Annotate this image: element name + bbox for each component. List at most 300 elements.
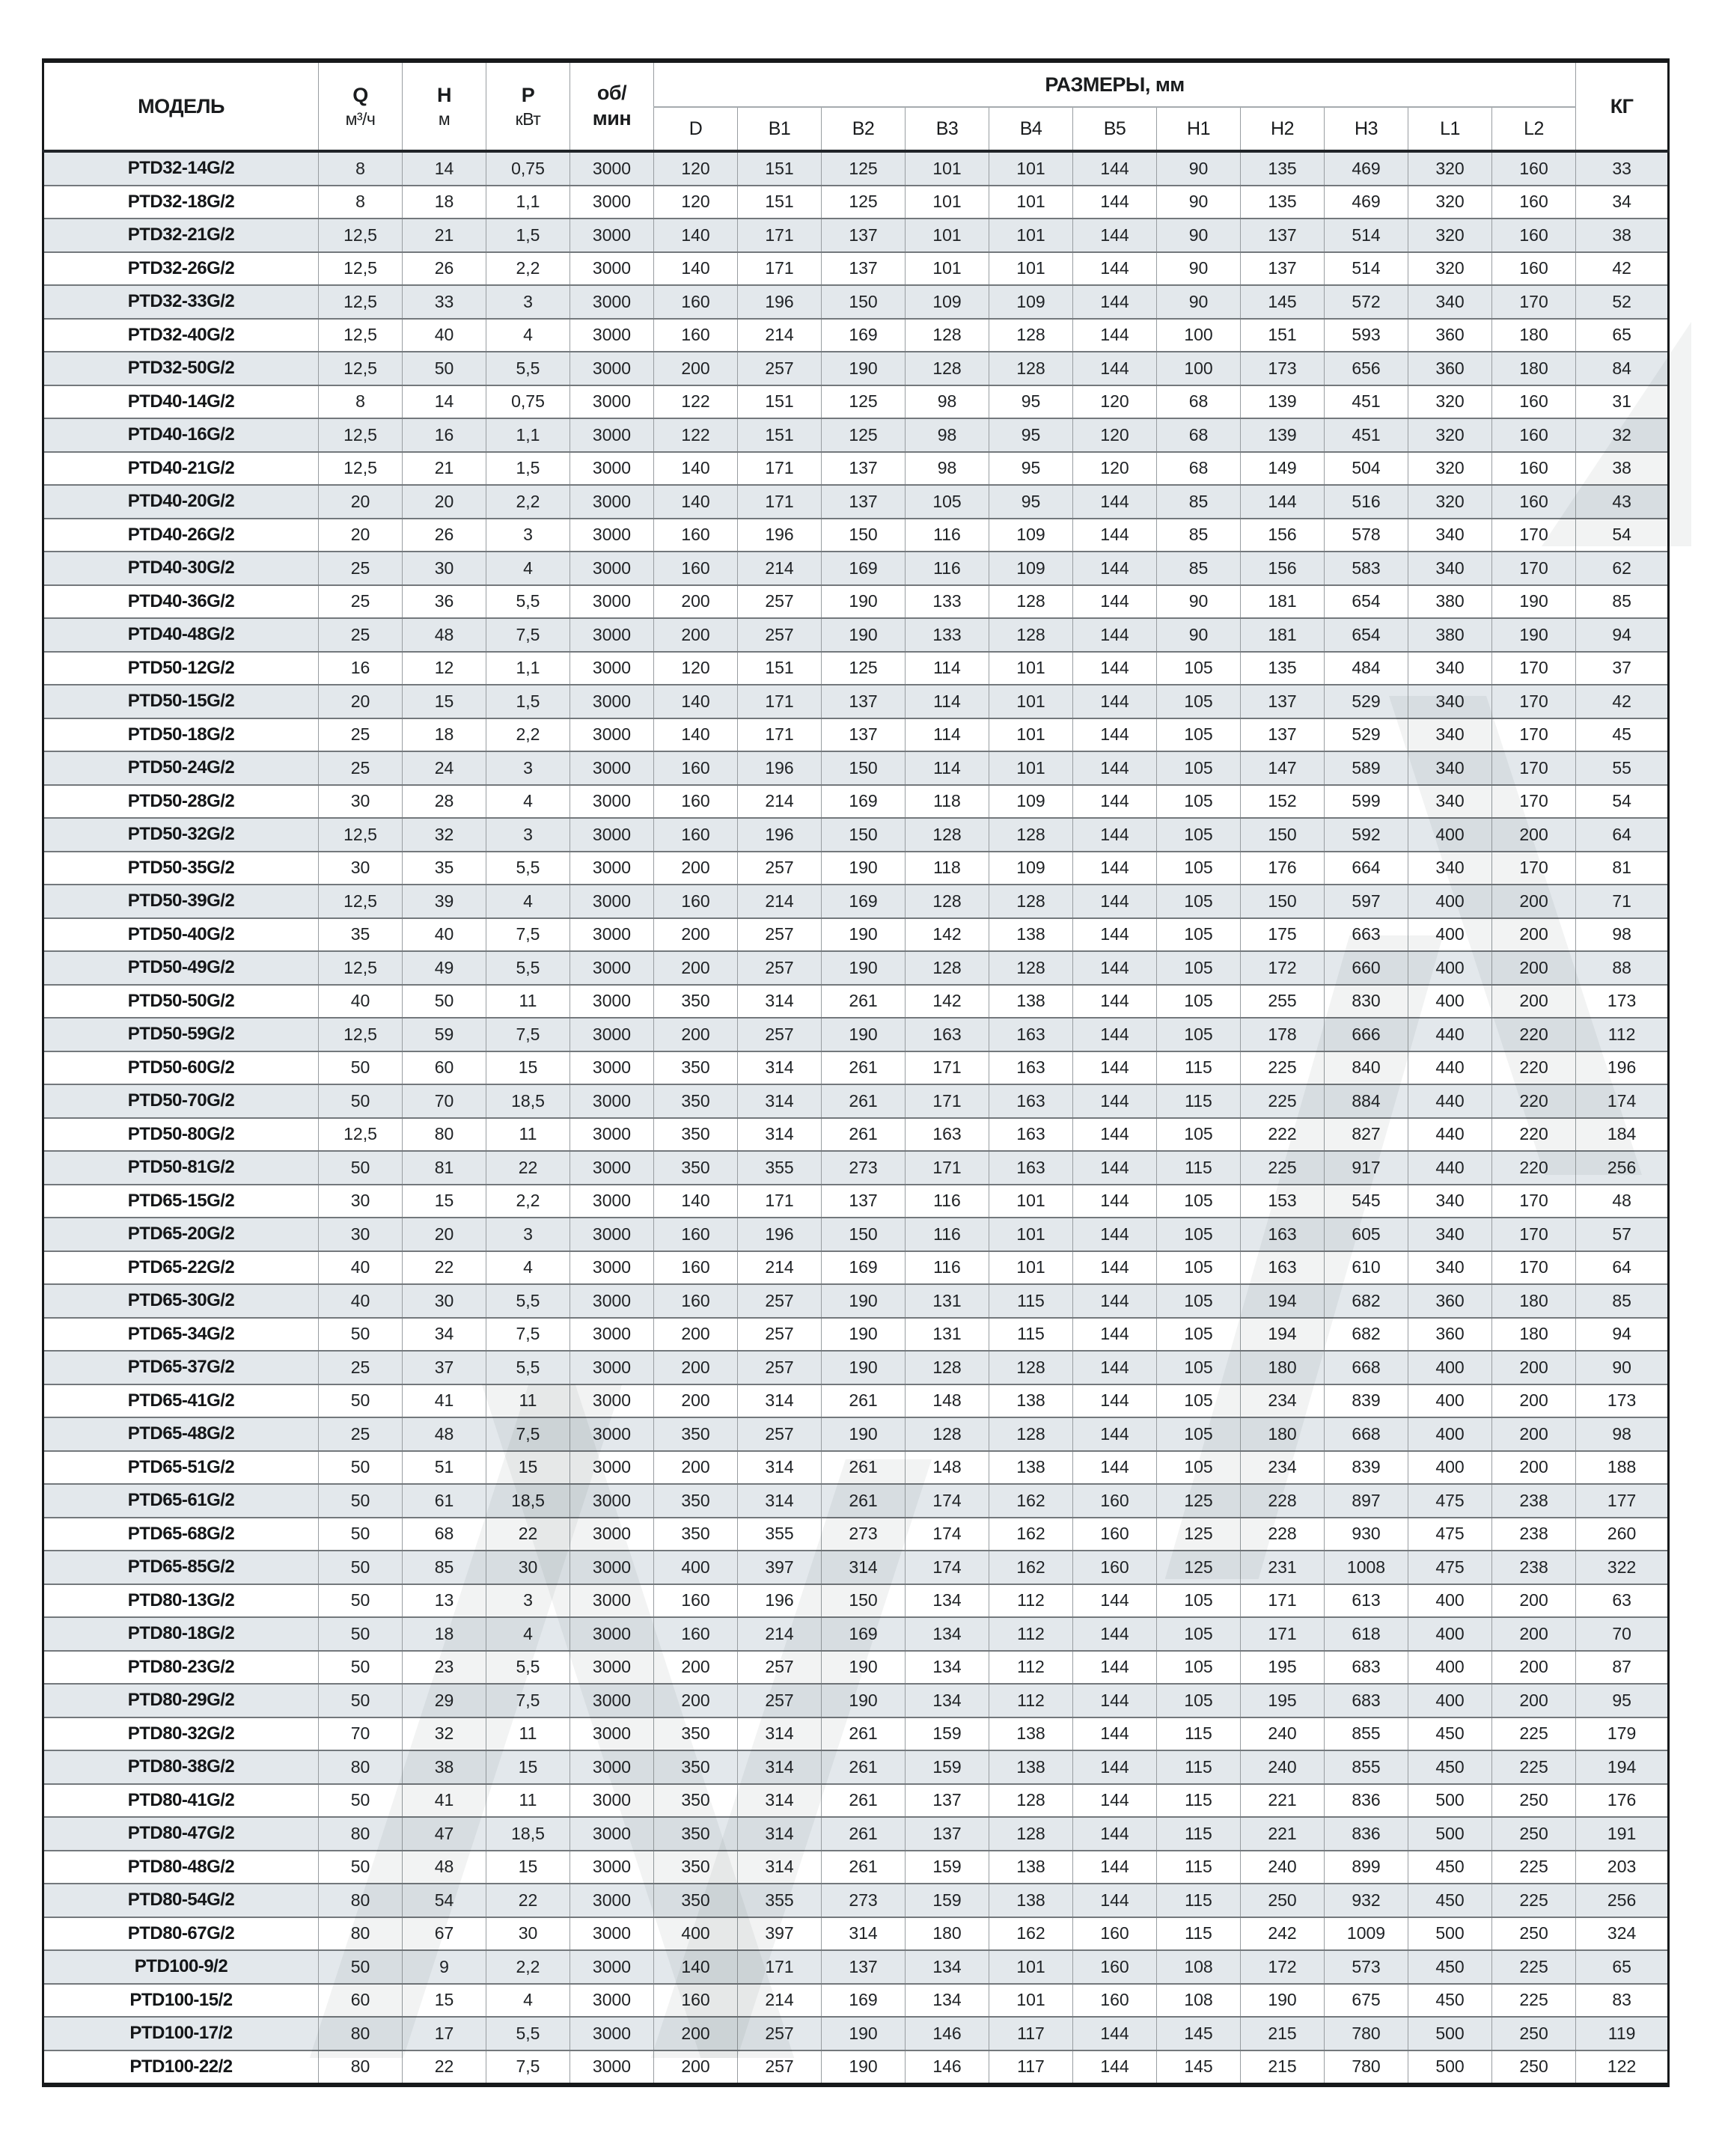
value-cell: 48 bbox=[1576, 1185, 1669, 1218]
value-cell: 400 bbox=[1408, 1684, 1492, 1717]
value-cell: 50 bbox=[319, 1617, 403, 1651]
value-cell: 1,5 bbox=[486, 452, 570, 486]
value-cell: 830 bbox=[1325, 985, 1408, 1019]
value-cell: 101 bbox=[906, 186, 989, 219]
model-cell: PTD50-49G/2 bbox=[43, 951, 319, 985]
value-cell: 41 bbox=[403, 1784, 486, 1818]
value-cell: 171 bbox=[738, 219, 822, 252]
value-cell: 190 bbox=[822, 852, 906, 885]
value-cell: 3000 bbox=[570, 1884, 654, 1917]
value-cell: 138 bbox=[989, 1717, 1073, 1751]
value-cell: 4 bbox=[486, 319, 570, 352]
table-row bbox=[43, 1784, 1669, 1818]
value-cell: 3000 bbox=[570, 2017, 654, 2050]
value-cell: 80 bbox=[319, 2017, 403, 2050]
value-cell: 138 bbox=[989, 1451, 1073, 1485]
value-cell: 116 bbox=[906, 519, 989, 552]
table-row bbox=[43, 1851, 1669, 1884]
table-row bbox=[43, 151, 1669, 186]
value-cell: 451 bbox=[1325, 385, 1408, 419]
value-cell: 190 bbox=[1492, 585, 1576, 619]
col-header-h3: H3 bbox=[1325, 107, 1408, 151]
value-cell: 68 bbox=[1157, 385, 1241, 419]
value-cell: 3 bbox=[486, 519, 570, 552]
model-cell: PTD65-85G/2 bbox=[43, 1551, 319, 1584]
value-cell: 225 bbox=[1492, 1717, 1576, 1751]
value-cell: 200 bbox=[654, 585, 738, 619]
value-cell: 176 bbox=[1576, 1784, 1669, 1818]
value-cell: 340 bbox=[1408, 1185, 1492, 1218]
value-cell: 144 bbox=[1073, 219, 1157, 252]
value-cell: 160 bbox=[1073, 1917, 1157, 1951]
col-header-dimensions-group bbox=[654, 61, 1576, 107]
value-cell: 683 bbox=[1325, 1684, 1408, 1717]
value-cell: 261 bbox=[822, 1084, 906, 1118]
value-cell: 23 bbox=[403, 1651, 486, 1685]
value-cell: 90 bbox=[1157, 252, 1241, 286]
value-cell: 256 bbox=[1576, 1151, 1669, 1185]
value-cell: 320 bbox=[1408, 485, 1492, 519]
model-cell: PTD50-15G/2 bbox=[43, 685, 319, 718]
value-cell: 38 bbox=[403, 1750, 486, 1784]
value-cell: 340 bbox=[1408, 285, 1492, 319]
value-cell: 163 bbox=[1241, 1251, 1325, 1285]
value-cell: 350 bbox=[654, 1750, 738, 1784]
value-cell: 144 bbox=[1073, 1318, 1157, 1352]
value-cell: 190 bbox=[1241, 1984, 1325, 2018]
value-cell: 225 bbox=[1492, 1750, 1576, 1784]
value-cell: 40 bbox=[319, 1284, 403, 1318]
value-cell: 257 bbox=[738, 918, 822, 952]
value-cell: 257 bbox=[738, 585, 822, 619]
value-cell: 171 bbox=[906, 1051, 989, 1085]
value-cell: 105 bbox=[906, 485, 989, 519]
value-cell: 160 bbox=[1073, 1518, 1157, 1551]
value-cell: 839 bbox=[1325, 1451, 1408, 1485]
value-cell: 20 bbox=[319, 485, 403, 519]
value-cell: 37 bbox=[403, 1351, 486, 1384]
col-header-b1: B1 bbox=[738, 107, 822, 151]
value-cell: 163 bbox=[906, 1118, 989, 1152]
col-header-b2: B2 bbox=[822, 107, 906, 151]
value-cell: 163 bbox=[1241, 1218, 1325, 1251]
table-row bbox=[43, 751, 1669, 785]
value-cell: 260 bbox=[1576, 1518, 1669, 1551]
value-cell: 144 bbox=[1073, 1717, 1157, 1751]
table-body bbox=[43, 151, 1669, 2085]
value-cell: 144 bbox=[1073, 1351, 1157, 1384]
col-header-h2: H2 bbox=[1241, 107, 1325, 151]
value-cell: 340 bbox=[1408, 1251, 1492, 1285]
value-cell: 51 bbox=[403, 1451, 486, 1485]
value-cell: 144 bbox=[1073, 1084, 1157, 1118]
value-cell: 257 bbox=[738, 1684, 822, 1717]
value-cell: 160 bbox=[654, 319, 738, 352]
col-header-b3: B3 bbox=[906, 107, 989, 151]
value-cell: 50 bbox=[319, 1950, 403, 1984]
value-cell: 675 bbox=[1325, 1984, 1408, 2018]
value-cell: 3000 bbox=[570, 485, 654, 519]
value-cell: 137 bbox=[906, 1784, 989, 1818]
value-cell: 95 bbox=[1576, 1684, 1669, 1717]
value-cell: 180 bbox=[1492, 1284, 1576, 1318]
value-cell: 261 bbox=[822, 1750, 906, 1784]
value-cell: 15 bbox=[403, 1984, 486, 2018]
value-cell: 583 bbox=[1325, 552, 1408, 585]
value-cell: 7,5 bbox=[486, 1018, 570, 1051]
value-cell: 12,5 bbox=[319, 1018, 403, 1051]
col-header-b5: B5 bbox=[1073, 107, 1157, 151]
value-cell: 90 bbox=[1157, 585, 1241, 619]
value-cell: 324 bbox=[1576, 1917, 1669, 1951]
value-cell: 203 bbox=[1576, 1851, 1669, 1884]
value-cell: 90 bbox=[1157, 219, 1241, 252]
value-cell: 101 bbox=[989, 186, 1073, 219]
value-cell: 163 bbox=[989, 1118, 1073, 1152]
value-cell: 137 bbox=[822, 219, 906, 252]
value-cell: 181 bbox=[1241, 618, 1325, 652]
value-cell: 151 bbox=[1241, 319, 1325, 352]
value-cell: 173 bbox=[1241, 352, 1325, 385]
value-cell: 215 bbox=[1241, 2050, 1325, 2086]
model-cell: PTD65-48G/2 bbox=[43, 1417, 319, 1451]
value-cell: 131 bbox=[906, 1318, 989, 1352]
value-cell: 144 bbox=[1073, 852, 1157, 885]
value-cell: 3 bbox=[486, 285, 570, 319]
value-cell: 180 bbox=[1241, 1417, 1325, 1451]
value-cell: 138 bbox=[989, 1851, 1073, 1884]
value-cell: 320 bbox=[1408, 418, 1492, 452]
value-cell: 100 bbox=[1157, 352, 1241, 385]
value-cell: 228 bbox=[1241, 1484, 1325, 1518]
value-cell: 25 bbox=[319, 1417, 403, 1451]
model-cell: PTD40-30G/2 bbox=[43, 552, 319, 585]
model-cell: PTD65-37G/2 bbox=[43, 1351, 319, 1384]
table-row bbox=[43, 1351, 1669, 1384]
value-cell: 125 bbox=[1157, 1484, 1241, 1518]
value-cell: 3000 bbox=[570, 1717, 654, 1751]
table-row bbox=[43, 385, 1669, 419]
table-row bbox=[43, 718, 1669, 752]
value-cell: 0,75 bbox=[486, 385, 570, 419]
value-cell: 38 bbox=[1576, 219, 1669, 252]
value-cell: 150 bbox=[822, 1218, 906, 1251]
table-row bbox=[43, 319, 1669, 352]
table-row bbox=[43, 1651, 1669, 1685]
value-cell: 150 bbox=[822, 285, 906, 319]
value-cell: 144 bbox=[1073, 918, 1157, 952]
value-cell: 12 bbox=[403, 652, 486, 685]
value-cell: 200 bbox=[654, 618, 738, 652]
model-cell: PTD50-18G/2 bbox=[43, 718, 319, 752]
value-cell: 20 bbox=[403, 485, 486, 519]
value-cell: 85 bbox=[1576, 1284, 1669, 1318]
value-cell: 12,5 bbox=[319, 885, 403, 918]
model-cell: PTD80-38G/2 bbox=[43, 1750, 319, 1784]
value-cell: 214 bbox=[738, 319, 822, 352]
model-cell: PTD40-36G/2 bbox=[43, 585, 319, 619]
col-header-rpm bbox=[570, 61, 654, 151]
value-cell: 54 bbox=[1576, 519, 1669, 552]
value-cell: 200 bbox=[654, 918, 738, 952]
value-cell: 360 bbox=[1408, 1284, 1492, 1318]
value-cell: 314 bbox=[738, 1784, 822, 1818]
value-cell: 95 bbox=[989, 385, 1073, 419]
value-cell: 200 bbox=[1492, 951, 1576, 985]
value-cell: 140 bbox=[654, 1950, 738, 1984]
value-cell: 95 bbox=[989, 485, 1073, 519]
model-cell: PTD65-22G/2 bbox=[43, 1251, 319, 1285]
value-cell: 380 bbox=[1408, 585, 1492, 619]
value-cell: 45 bbox=[1576, 718, 1669, 752]
value-cell: 340 bbox=[1408, 718, 1492, 752]
value-cell: 144 bbox=[1073, 1185, 1157, 1218]
value-cell: 105 bbox=[1157, 1684, 1241, 1717]
value-cell: 200 bbox=[654, 1018, 738, 1051]
value-cell: 593 bbox=[1325, 319, 1408, 352]
value-cell: 261 bbox=[822, 1451, 906, 1485]
table-row bbox=[43, 2050, 1669, 2086]
value-cell: 48 bbox=[403, 1417, 486, 1451]
value-cell: 32 bbox=[403, 818, 486, 852]
value-cell: 664 bbox=[1325, 852, 1408, 885]
value-cell: 5,5 bbox=[486, 951, 570, 985]
value-cell: 150 bbox=[1241, 885, 1325, 918]
value-cell: 64 bbox=[1576, 818, 1669, 852]
value-cell: 144 bbox=[1073, 1617, 1157, 1651]
value-cell: 25 bbox=[319, 618, 403, 652]
value-cell: 80 bbox=[319, 1750, 403, 1784]
value-cell: 190 bbox=[822, 2050, 906, 2086]
value-cell: 256 bbox=[1576, 1884, 1669, 1917]
table-row bbox=[43, 951, 1669, 985]
table-header bbox=[43, 61, 1669, 151]
value-cell: 170 bbox=[1492, 751, 1576, 785]
table-row bbox=[43, 1284, 1669, 1318]
value-cell: 261 bbox=[822, 1051, 906, 1085]
value-cell: 98 bbox=[906, 452, 989, 486]
value-cell: 118 bbox=[906, 852, 989, 885]
value-cell: 350 bbox=[654, 1417, 738, 1451]
value-cell: 115 bbox=[1157, 1851, 1241, 1884]
value-cell: 314 bbox=[738, 1384, 822, 1418]
model-cell: PTD50-50G/2 bbox=[43, 985, 319, 1019]
value-cell: 171 bbox=[1241, 1617, 1325, 1651]
value-cell: 144 bbox=[1073, 1051, 1157, 1085]
value-cell: 400 bbox=[1408, 951, 1492, 985]
value-cell: 514 bbox=[1325, 219, 1408, 252]
value-cell: 160 bbox=[1073, 1484, 1157, 1518]
value-cell: 81 bbox=[1576, 852, 1669, 885]
value-cell: 144 bbox=[1073, 1284, 1157, 1318]
value-cell: 145 bbox=[1157, 2017, 1241, 2050]
value-cell: 163 bbox=[989, 1018, 1073, 1051]
value-cell: 3 bbox=[486, 1584, 570, 1618]
value-cell: 35 bbox=[319, 918, 403, 952]
col-header-l2: L2 bbox=[1492, 107, 1576, 151]
model-cell: PTD40-16G/2 bbox=[43, 418, 319, 452]
value-cell: 150 bbox=[822, 818, 906, 852]
value-cell: 50 bbox=[319, 1384, 403, 1418]
value-cell: 160 bbox=[654, 519, 738, 552]
value-cell: 173 bbox=[1576, 985, 1669, 1019]
col-header-q-unit: м³/ч bbox=[345, 109, 376, 129]
value-cell: 240 bbox=[1241, 1750, 1325, 1784]
table-row bbox=[43, 252, 1669, 286]
value-cell: 105 bbox=[1157, 1251, 1241, 1285]
model-cell: PTD100-17/2 bbox=[43, 2017, 319, 2050]
value-cell: 50 bbox=[403, 985, 486, 1019]
value-cell: 142 bbox=[906, 918, 989, 952]
value-cell: 64 bbox=[1576, 1251, 1669, 1285]
value-cell: 5,5 bbox=[486, 352, 570, 385]
value-cell: 144 bbox=[1073, 1417, 1157, 1451]
value-cell: 61 bbox=[403, 1484, 486, 1518]
value-cell: 3000 bbox=[570, 1584, 654, 1618]
value-cell: 174 bbox=[906, 1484, 989, 1518]
value-cell: 440 bbox=[1408, 1151, 1492, 1185]
value-cell: 257 bbox=[738, 1284, 822, 1318]
value-cell: 195 bbox=[1241, 1684, 1325, 1717]
value-cell: 94 bbox=[1576, 618, 1669, 652]
value-cell: 120 bbox=[1073, 385, 1157, 419]
value-cell: 314 bbox=[738, 1451, 822, 1485]
value-cell: 200 bbox=[654, 2050, 738, 2086]
value-cell: 14 bbox=[403, 385, 486, 419]
value-cell: 200 bbox=[1492, 885, 1576, 918]
value-cell: 114 bbox=[906, 751, 989, 785]
model-cell: PTD50-80G/2 bbox=[43, 1118, 319, 1152]
value-cell: 160 bbox=[1492, 252, 1576, 286]
model-cell: PTD50-60G/2 bbox=[43, 1051, 319, 1085]
value-cell: 180 bbox=[1492, 1318, 1576, 1352]
value-cell: 250 bbox=[1492, 1917, 1576, 1951]
value-cell: 15 bbox=[403, 1185, 486, 1218]
value-cell: 140 bbox=[654, 485, 738, 519]
value-cell: 50 bbox=[319, 1151, 403, 1185]
value-cell: 105 bbox=[1157, 652, 1241, 685]
value-cell: 101 bbox=[989, 1984, 1073, 2018]
value-cell: 320 bbox=[1408, 186, 1492, 219]
value-cell: 144 bbox=[1073, 1584, 1157, 1618]
value-cell: 40 bbox=[319, 1251, 403, 1285]
model-cell: PTD40-21G/2 bbox=[43, 452, 319, 486]
value-cell: 196 bbox=[738, 1218, 822, 1251]
value-cell: 3000 bbox=[570, 1318, 654, 1352]
value-cell: 191 bbox=[1576, 1817, 1669, 1851]
value-cell: 340 bbox=[1408, 751, 1492, 785]
value-cell: 115 bbox=[1157, 1817, 1241, 1851]
value-cell: 200 bbox=[1492, 1651, 1576, 1685]
table-row bbox=[43, 1950, 1669, 1984]
value-cell: 3000 bbox=[570, 1185, 654, 1218]
value-cell: 220 bbox=[1492, 1118, 1576, 1152]
value-cell: 105 bbox=[1157, 918, 1241, 952]
value-cell: 1,5 bbox=[486, 685, 570, 718]
value-cell: 5,5 bbox=[486, 1284, 570, 1318]
value-cell: 220 bbox=[1492, 1084, 1576, 1118]
model-cell: PTD80-47G/2 bbox=[43, 1817, 319, 1851]
value-cell: 529 bbox=[1325, 718, 1408, 752]
value-cell: 250 bbox=[1492, 1784, 1576, 1818]
value-cell: 3000 bbox=[570, 1784, 654, 1818]
model-cell: PTD65-68G/2 bbox=[43, 1518, 319, 1551]
value-cell: 156 bbox=[1241, 552, 1325, 585]
value-cell: 160 bbox=[654, 1617, 738, 1651]
value-cell: 897 bbox=[1325, 1484, 1408, 1518]
value-cell: 160 bbox=[1492, 151, 1576, 186]
value-cell: 12,5 bbox=[319, 418, 403, 452]
value-cell: 112 bbox=[989, 1617, 1073, 1651]
value-cell: 400 bbox=[654, 1917, 738, 1951]
value-cell: 572 bbox=[1325, 285, 1408, 319]
value-cell: 18 bbox=[403, 186, 486, 219]
value-cell: 228 bbox=[1241, 1518, 1325, 1551]
value-cell: 200 bbox=[654, 352, 738, 385]
value-cell: 320 bbox=[1408, 151, 1492, 186]
value-cell: 160 bbox=[654, 1284, 738, 1318]
value-cell: 214 bbox=[738, 785, 822, 819]
value-cell: 400 bbox=[1408, 1384, 1492, 1418]
value-cell: 30 bbox=[319, 1218, 403, 1251]
value-cell: 597 bbox=[1325, 885, 1408, 918]
value-cell: 160 bbox=[1492, 485, 1576, 519]
value-cell: 30 bbox=[319, 852, 403, 885]
value-cell: 50 bbox=[319, 1784, 403, 1818]
value-cell: 60 bbox=[319, 1984, 403, 2018]
value-cell: 140 bbox=[654, 452, 738, 486]
value-cell: 200 bbox=[654, 951, 738, 985]
value-cell: 221 bbox=[1241, 1784, 1325, 1818]
model-cell: PTD32-40G/2 bbox=[43, 319, 319, 352]
value-cell: 105 bbox=[1157, 1651, 1241, 1685]
value-cell: 144 bbox=[1073, 1151, 1157, 1185]
value-cell: 150 bbox=[822, 1584, 906, 1618]
value-cell: 668 bbox=[1325, 1351, 1408, 1384]
value-cell: 7,5 bbox=[486, 1684, 570, 1717]
value-cell: 200 bbox=[654, 1351, 738, 1384]
value-cell: 350 bbox=[654, 1884, 738, 1917]
value-cell: 3000 bbox=[570, 652, 654, 685]
value-cell: 780 bbox=[1325, 2050, 1408, 2086]
col-header-q-label: Q bbox=[352, 83, 368, 106]
value-cell: 397 bbox=[738, 1917, 822, 1951]
table-row bbox=[43, 186, 1669, 219]
value-cell: 50 bbox=[403, 352, 486, 385]
value-cell: 163 bbox=[989, 1151, 1073, 1185]
value-cell: 3000 bbox=[570, 252, 654, 286]
value-cell: 171 bbox=[1241, 1584, 1325, 1618]
value-cell: 101 bbox=[906, 151, 989, 186]
value-cell: 137 bbox=[822, 485, 906, 519]
value-cell: 144 bbox=[1073, 585, 1157, 619]
table-row bbox=[43, 1917, 1669, 1951]
value-cell: 128 bbox=[989, 319, 1073, 352]
value-cell: 174 bbox=[906, 1518, 989, 1551]
value-cell: 1,1 bbox=[486, 652, 570, 685]
model-cell: PTD65-51G/2 bbox=[43, 1451, 319, 1485]
model-cell: PTD65-61G/2 bbox=[43, 1484, 319, 1518]
value-cell: 884 bbox=[1325, 1084, 1408, 1118]
value-cell: 148 bbox=[906, 1384, 989, 1418]
value-cell: 140 bbox=[654, 685, 738, 718]
model-cell: PTD32-14G/2 bbox=[43, 151, 319, 186]
value-cell: 169 bbox=[822, 1251, 906, 1285]
value-cell: 98 bbox=[906, 418, 989, 452]
value-cell: 95 bbox=[989, 418, 1073, 452]
value-cell: 400 bbox=[1408, 1351, 1492, 1384]
value-cell: 144 bbox=[1073, 2017, 1157, 2050]
